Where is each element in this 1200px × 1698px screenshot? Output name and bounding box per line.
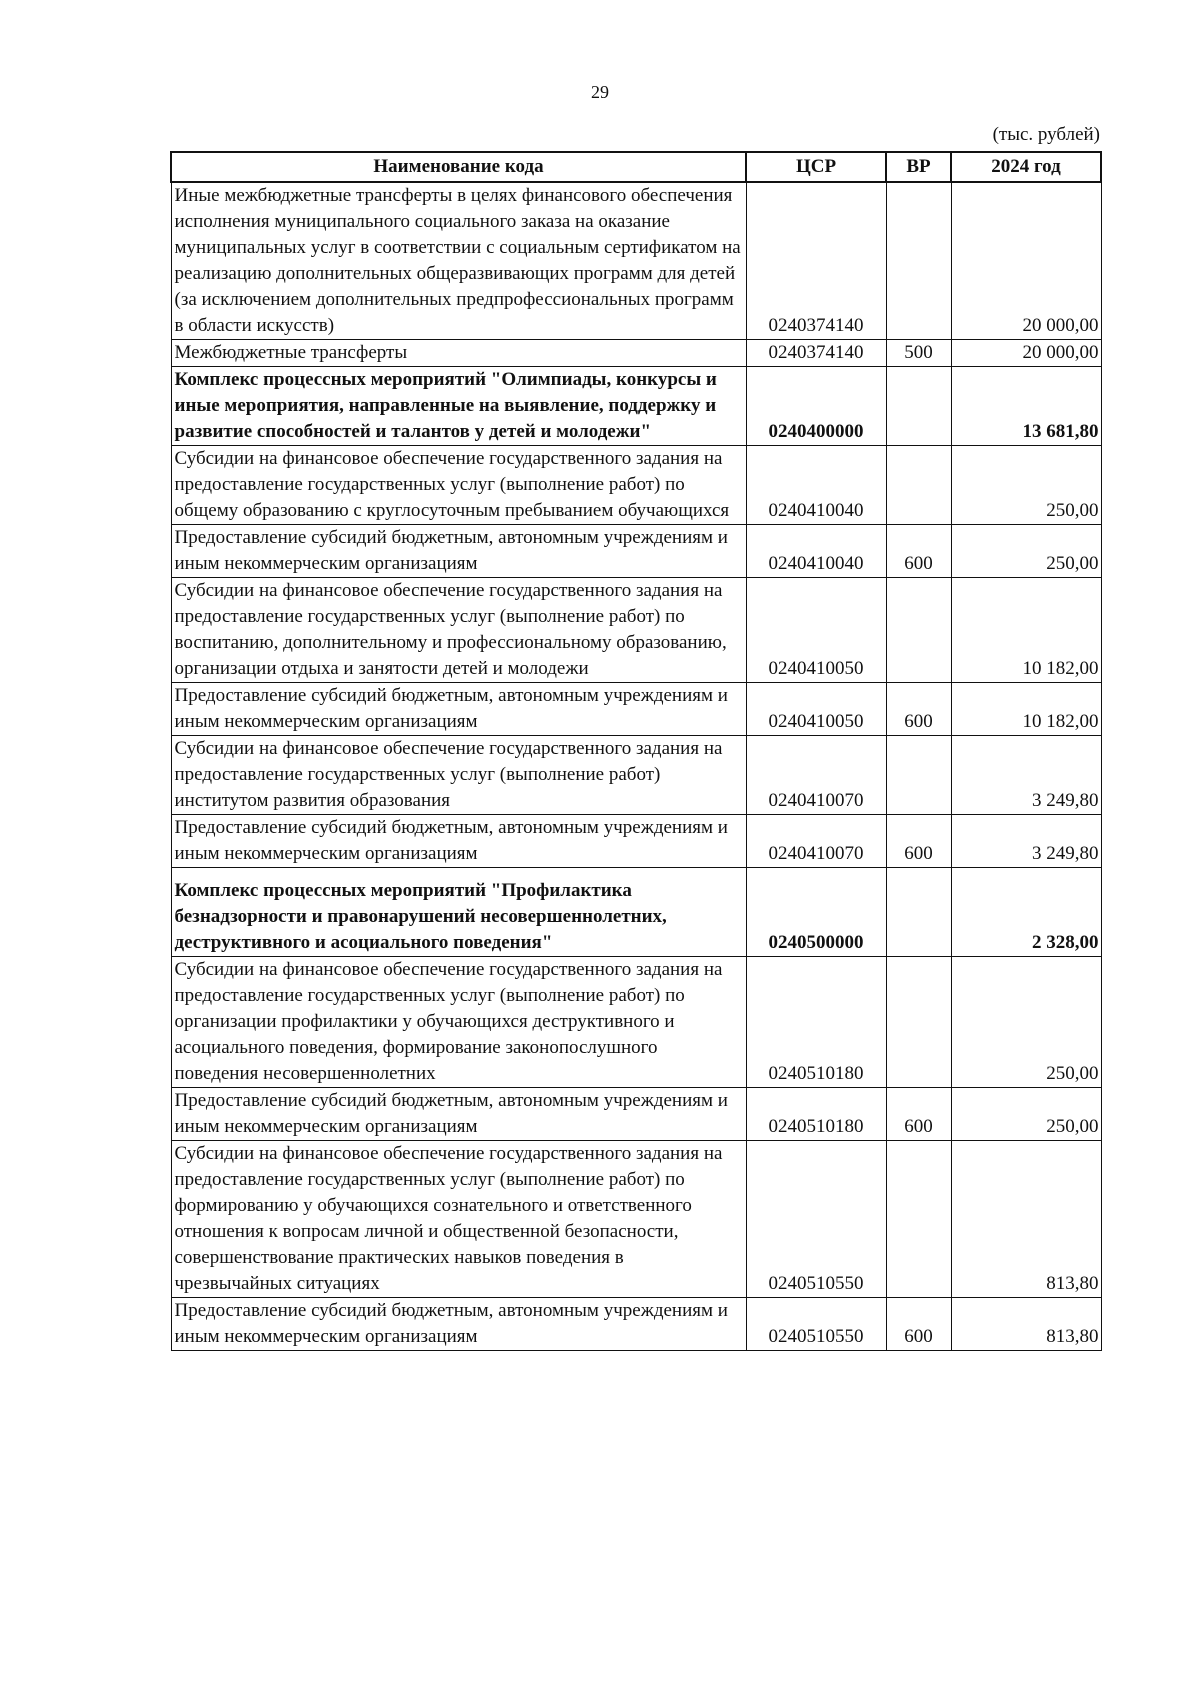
table-row (171, 578, 1101, 683)
row-sum: 2 328,00 (951, 868, 1101, 957)
row-vr: 500 (886, 340, 951, 367)
row-sum: 250,00 (951, 446, 1101, 525)
row-name: Предоставление субсидий бюджетным, автономным учреждениям и иным некоммерческим организациям (171, 1298, 746, 1351)
row-vr (886, 578, 951, 683)
row-vr (886, 367, 951, 446)
row-csr: 0240510180 (746, 1088, 886, 1141)
header-vr: ВР (886, 152, 951, 182)
table-row-section (171, 367, 1101, 446)
table-row (171, 736, 1101, 815)
row-name: Предоставление субсидий бюджетным, автономным учреждениям и иным некоммерческим организациям (171, 1088, 746, 1141)
row-vr (886, 182, 951, 340)
row-vr: 600 (886, 1298, 951, 1351)
row-csr: 0240510180 (746, 957, 886, 1088)
table-row (171, 340, 1101, 367)
row-sum: 3 249,80 (951, 815, 1101, 868)
row-vr: 600 (886, 525, 951, 578)
row-name: Субсидии на финансовое обеспечение государственного задания на предоставление государственных услуг (выполнение работ) по организации профилактики у обучающихся деструктивного и асоциального поведения, формирование законопослушного поведения несовершеннолетних (171, 957, 746, 1088)
row-sum: 10 182,00 (951, 683, 1101, 736)
row-csr: 0240500000 (746, 868, 886, 957)
row-name: Предоставление субсидий бюджетным, автономным учреждениям и иным некоммерческим организациям (171, 525, 746, 578)
row-csr: 0240510550 (746, 1141, 886, 1298)
row-csr: 0240410070 (746, 815, 886, 868)
row-csr: 0240374140 (746, 182, 886, 340)
table-row (171, 683, 1101, 736)
row-vr: 600 (886, 683, 951, 736)
header-name: Наименование кода (171, 152, 746, 182)
row-sum: 250,00 (951, 957, 1101, 1088)
row-sum: 20 000,00 (951, 182, 1101, 340)
header-csr: ЦСР (746, 152, 886, 182)
row-sum: 20 000,00 (951, 340, 1101, 367)
table-row (171, 1298, 1101, 1351)
table-row-section (171, 868, 1101, 957)
row-name: Предоставление субсидий бюджетным, автономным учреждениям и иным некоммерческим организациям (171, 683, 746, 736)
table-row (171, 957, 1101, 1088)
row-csr: 0240410050 (746, 683, 886, 736)
table-row (171, 446, 1101, 525)
table-header-row (171, 152, 1101, 182)
table-row (171, 182, 1101, 340)
row-csr: 0240410040 (746, 446, 886, 525)
row-name: Субсидии на финансовое обеспечение государственного задания на предоставление государственных услуг (выполнение работ) по общему образованию с круглосуточным пребыванием обучающихся (171, 446, 746, 525)
row-name: Комплекс процессных мероприятий "Олимпиады, конкурсы и иные мероприятия, направленные на выявление, поддержку и развитие способностей и талантов у детей и молодежи" (171, 367, 746, 446)
row-name: Субсидии на финансовое обеспечение государственного задания на предоставление государственных услуг (выполнение работ) по воспитанию, дополнительному и профессиональному образованию, организации отдыха и занятости детей и молодежи (171, 578, 746, 683)
row-csr: 0240410040 (746, 525, 886, 578)
header-sum: 2024 год (951, 152, 1101, 182)
row-csr: 0240410050 (746, 578, 886, 683)
row-name: Предоставление субсидий бюджетным, автономным учреждениям и иным некоммерческим организациям (171, 815, 746, 868)
row-sum: 10 182,00 (951, 578, 1101, 683)
row-csr: 0240374140 (746, 340, 886, 367)
budget-table (170, 151, 1102, 1351)
row-vr (886, 446, 951, 525)
table-row (171, 815, 1101, 868)
row-vr (886, 868, 951, 957)
page-number: 29 (591, 82, 609, 102)
table-row (171, 1088, 1101, 1141)
row-sum: 3 249,80 (951, 736, 1101, 815)
row-name: Комплекс процессных мероприятий "Профилактика безнадзорности и правонарушений несовершеннолетних, деструктивного и асоциального поведения" (171, 868, 746, 957)
units-label: (тыс. рублей) (992, 124, 1100, 145)
row-vr (886, 957, 951, 1088)
row-csr: 0240410070 (746, 736, 886, 815)
table-row (171, 1141, 1101, 1298)
row-vr (886, 736, 951, 815)
row-vr (886, 1141, 951, 1298)
row-vr: 600 (886, 1088, 951, 1141)
row-sum: 250,00 (951, 525, 1101, 578)
row-name: Иные межбюджетные трансферты в целях финансового обеспечения исполнения муниципального социального заказа на оказание муниципальных услуг в соответствии с социальным сертификатом на реализацию дополнительных общеразвивающих программ для детей (за исключением дополнительных предпрофессиональных программ в области искусств) (171, 182, 746, 340)
row-csr: 0240400000 (746, 367, 886, 446)
row-name: Межбюджетные трансферты (171, 340, 746, 367)
row-sum: 813,80 (951, 1141, 1101, 1298)
row-sum: 13 681,80 (951, 367, 1101, 446)
table-row (171, 525, 1101, 578)
row-csr: 0240510550 (746, 1298, 886, 1351)
row-name: Субсидии на финансовое обеспечение государственного задания на предоставление государственных услуг (выполнение работ) институтом развития образования (171, 736, 746, 815)
row-sum: 250,00 (951, 1088, 1101, 1141)
row-vr: 600 (886, 815, 951, 868)
row-name: Субсидии на финансовое обеспечение государственного задания на предоставление государственных услуг (выполнение работ) по формированию у обучающихся сознательного и ответственного отношения к вопросам личной и общественной безопасности, совершенствование практических навыков поведения в чрезвычайных ситуациях (171, 1141, 746, 1298)
row-sum: 813,80 (951, 1298, 1101, 1351)
